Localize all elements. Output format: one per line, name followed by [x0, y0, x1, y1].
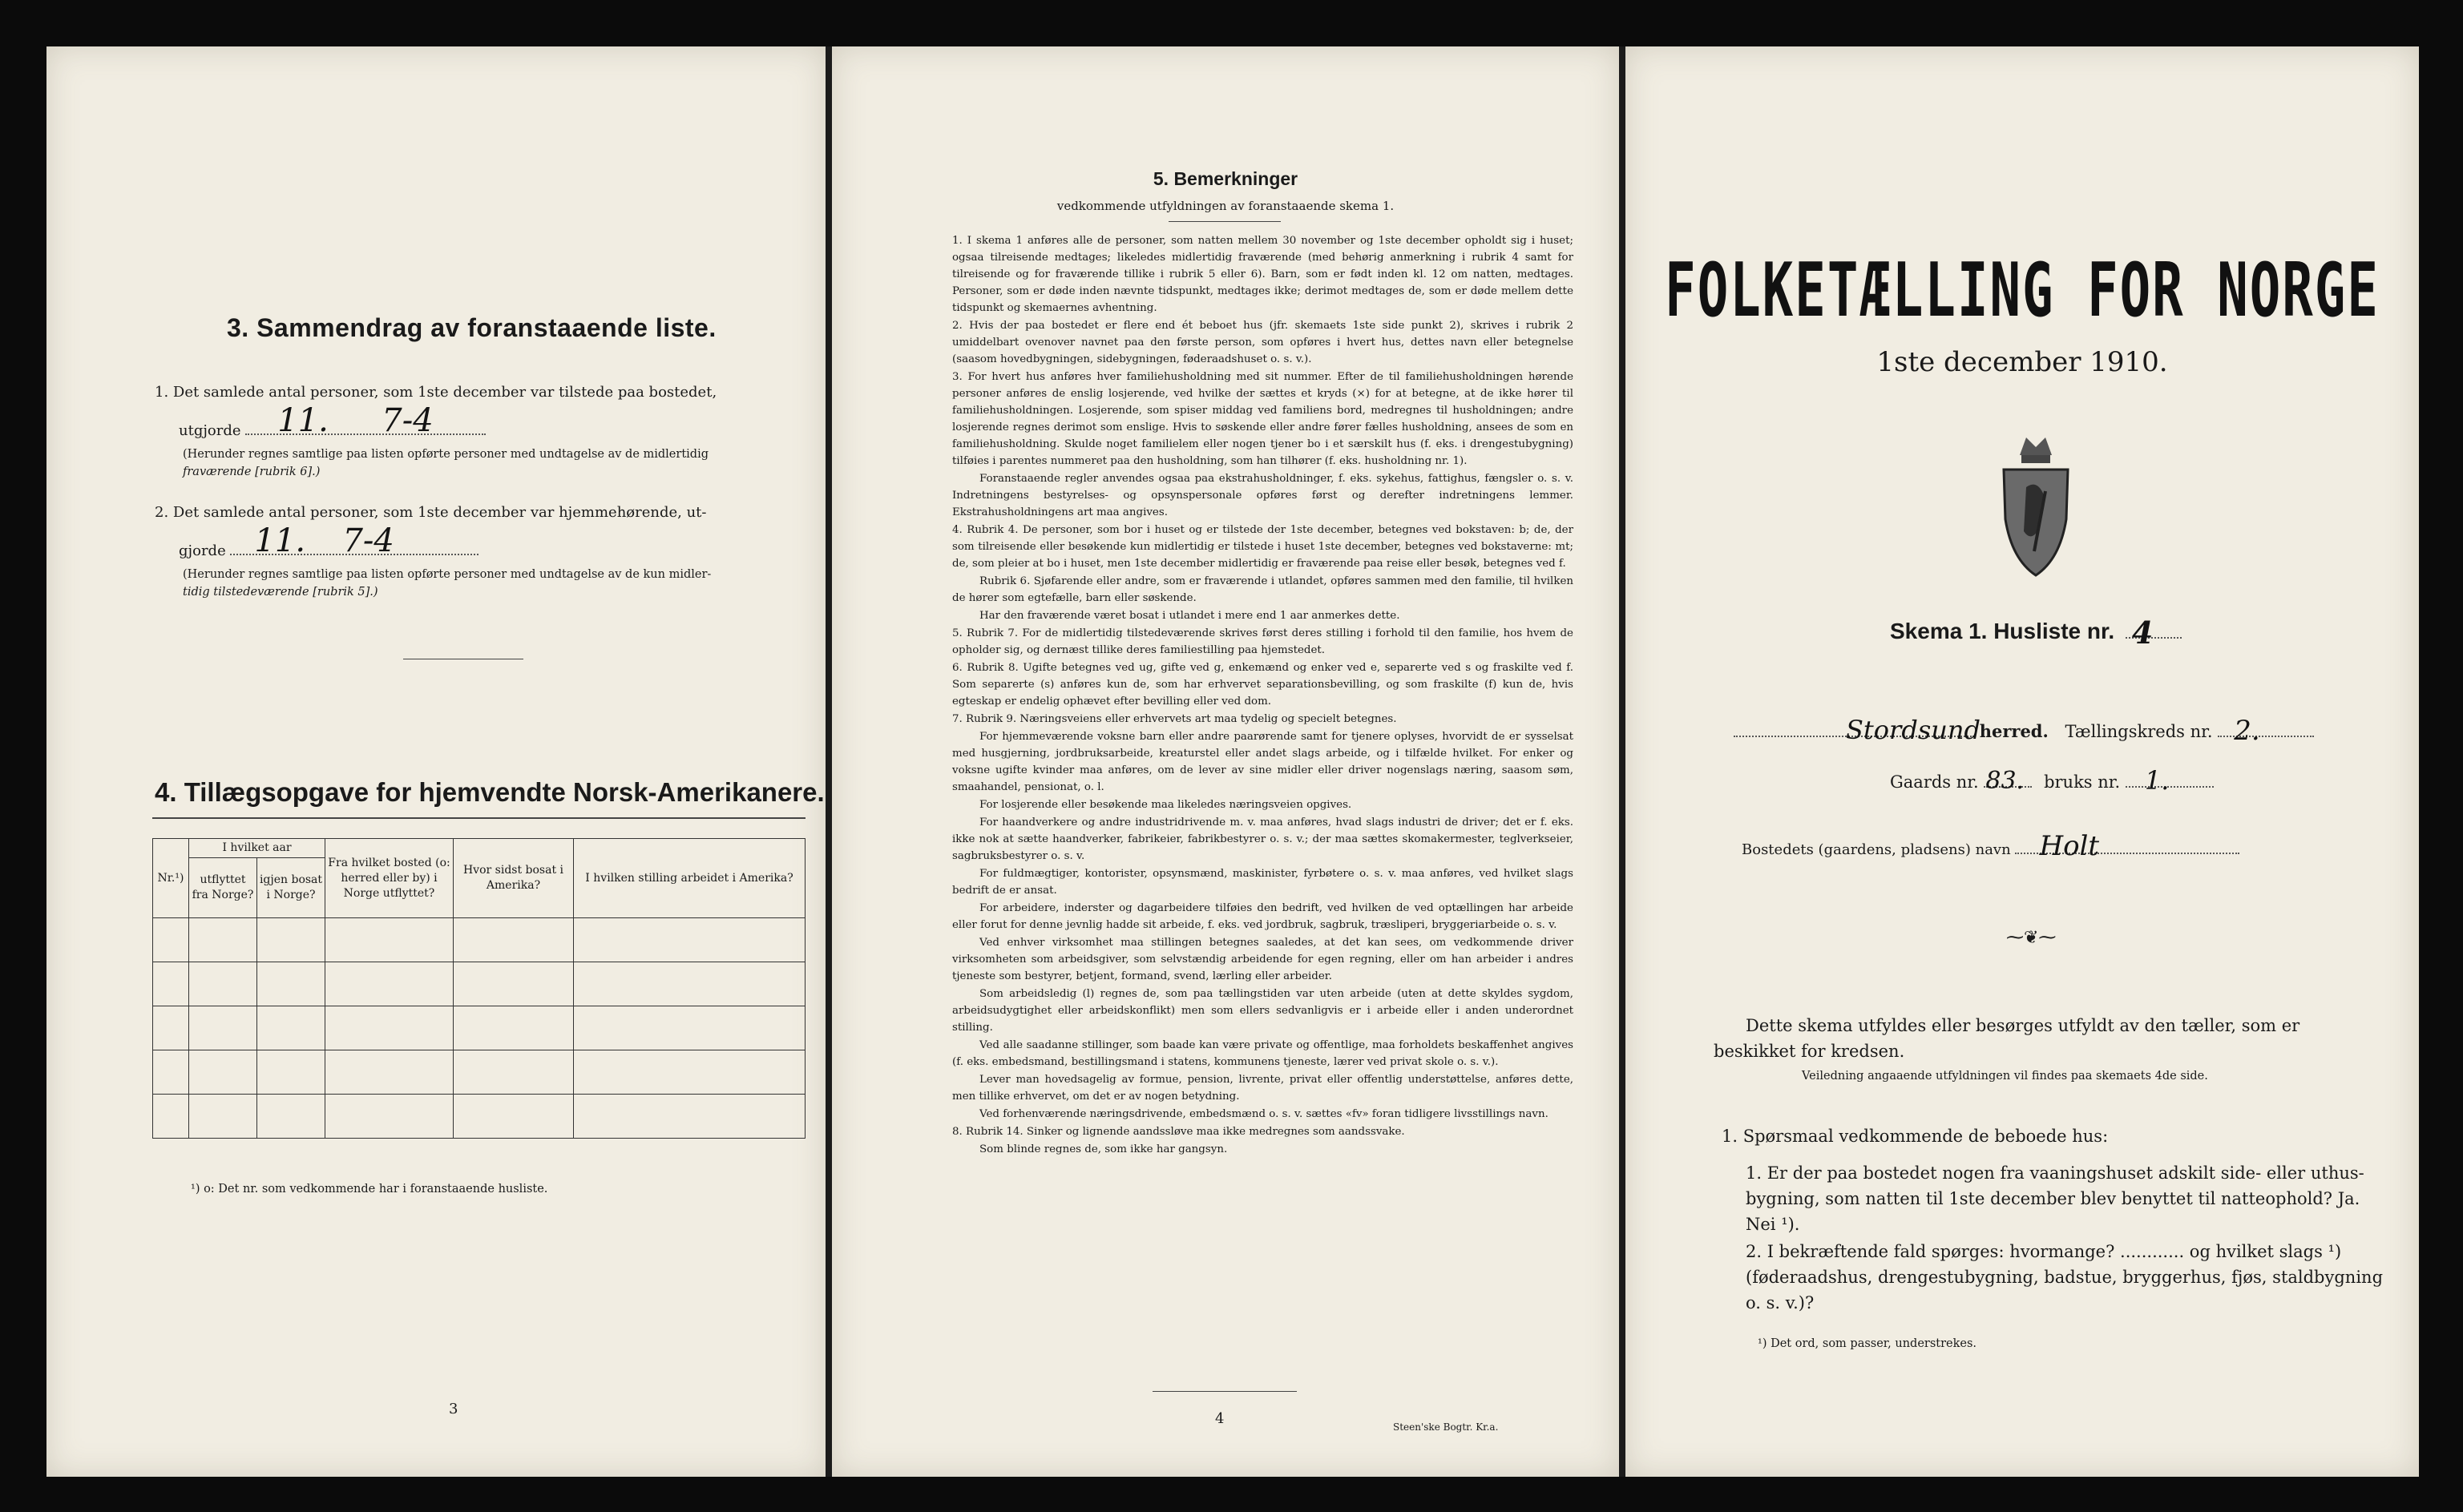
item2-answer — [230, 522, 478, 559]
remark-paragraph: Som arbeidsledig (l) regnes de, som paa tællingstiden var uten arbeide (uten at dette skyldes sygdom, arbeidsudygtighet eller arbeidskonflikt) men som ellers sedvanligvis er i arbeide eller i anden underordnet stilling. — [952, 988, 1573, 1034]
remark-paragraph: For losjerende eller besøkende maa likeledes næringsveien opgives. — [979, 799, 1352, 811]
item2-hw-split: 7-4 — [342, 522, 394, 559]
kreds-label: Tællingskreds nr. — [2065, 722, 2213, 741]
divider — [1169, 221, 1281, 222]
question-2: 2. I bekræftende fald spørges: hvormange? ............ og hvilket slags ¹) (føderaadshus, drengestubygning, badstue, bryggerhus, fjøs, staldbygning o. s. v.)? — [1746, 1242, 2384, 1312]
answer-footnote: ¹) Det ord, som passer, understrekes. — [1758, 1337, 1977, 1350]
census-date: 1ste december 1910. — [1876, 346, 2168, 378]
bruks-label: bruks nr. — [2044, 772, 2121, 792]
skema-line — [1890, 615, 2182, 651]
ornament-icon: ⁓❦⁓ — [2006, 928, 2057, 948]
divider — [1153, 1391, 1297, 1392]
section5-subtitle: vedkommende utfyldningen av foranstaaende skema 1. — [1056, 199, 1395, 213]
item1-hw-split: 7-4 — [382, 402, 434, 439]
main-title: FOLKETÆLLING FOR NORGE — [1665, 248, 2380, 335]
printer-mark: Steen'ske Bogtr. Kr.a. — [1393, 1421, 1499, 1433]
page-number: 4 — [1215, 1410, 1225, 1427]
remark-paragraph: Som blinde regnes de, som ikke har gangsyn. — [979, 1143, 1228, 1155]
remark-paragraph: 1. I skema 1 anføres alle de personer, som natten mellem 30 november og 1ste december opholdt sig i huset; ogsaa tilreisende medtages; likeledes midlertidig fraværende (med behørig anmerkning i rubrik 4 samt for tilreisende og for fraværende tillike i rubrik 5 eller 6). Barn, som er født inden kl. 12 om natten, medtages. Personer, som er døde inden nævnte tidspunkt, medtages ikke; derimot medtages de, som er døde mellem dette tidspunkt og skemaernes avhentning. — [952, 235, 1573, 314]
page-right — [1625, 46, 2419, 1477]
husliste-nr-hw: 4 — [2131, 615, 2154, 651]
section4-title: 4. Tillægsopgave for hjemvendte Norsk-Amerikanere. — [155, 777, 825, 807]
table-row — [153, 1050, 806, 1095]
col-stilling: I hvilken stilling arbeidet i Amerika? — [574, 839, 806, 918]
remark-paragraph: 8. Rubrik 14. Sinker og lignende aandssløve maa ikke medregnes som aandssvake. — [952, 1126, 1405, 1138]
item1-utgjorde — [179, 402, 486, 442]
remark-paragraph: Ved alle saadanne stillinger, som baade kan være private og offentlige, maa forholdets beskaffenhet angives (f. eks. embedsmand, bestillingsmand i statens, kommunens tjeneste, lærer ved privat skole o. s. v.). — [952, 1039, 1573, 1068]
remark-paragraph: 7. Rubrik 9. Næringsveiens eller erhvervets art maa tydelig og specielt betegnes. — [952, 713, 1397, 725]
page-middle — [832, 46, 1619, 1477]
herred-line — [1734, 715, 2314, 747]
page-fold — [826, 46, 832, 1477]
husliste-nr — [2126, 615, 2182, 651]
col-utflyttet: utflyttet fra Norge? — [189, 858, 257, 918]
kreds-field — [2218, 715, 2314, 747]
herred-label: herred. — [1979, 721, 2049, 741]
remark-paragraph: Ved enhver virksomhet maa stillingen betegnes saaledes, at det kan sees, om vedkommende driver virksomheten som arbeidsgiver, som selvstændig arbeidende for egen regning, eller om han arbeider i andres tjeneste som bestyrer, betjent, formand, svend, lærling eller arbeider. — [952, 937, 1573, 982]
table-row — [153, 1095, 806, 1139]
item1-utgjorde-label: utgjorde — [179, 422, 241, 439]
col-group-year: I hvilket aar — [189, 839, 325, 858]
col-igjen: igjen bosat i Norge? — [257, 858, 325, 918]
page-fold — [1619, 46, 1625, 1477]
remark-paragraph: For fuldmægtiger, kontorister, opsynsmænd, maskinister, fyrbøtere o. s. v. maa anføres, ved hvilket slags bedrift de er ansat. — [952, 868, 1573, 897]
table-footnote: ¹) o: Det nr. som vedkommende har i foranstaaende husliste. — [191, 1183, 548, 1195]
page-left — [46, 46, 826, 1477]
norsk-amerikanere-table — [152, 838, 806, 1139]
remark-paragraph: Foranstaaende regler anvendes ogsaa paa ekstrahusholdninger, f. eks. sykehus, fattighus, fængsler o. s. v. Indretningens bestyrelses- og opsynspersonale opføres først og derefter indretningens lemmer. Ekstrahusholdningens art maa angives. — [952, 473, 1573, 518]
questions-heading: 1. Spørsmaal vedkommende de beboede hus: — [1722, 1127, 2109, 1146]
gaards-label: Gaards nr. — [1890, 772, 1979, 792]
item1-text: 1. Det samlede antal personer, som 1ste december var tilstede paa bostedet, — [155, 384, 717, 401]
item1-note2: fraværende [rubrik 6].) — [183, 466, 321, 478]
remark-paragraph: Ved forhenværende næringsdrivende, embedsmænd o. s. v. sættes «fv» foran tidligere livsstillings navn. — [979, 1108, 1548, 1120]
bruks-hw: 1. — [2144, 765, 2170, 796]
gaards-field — [1984, 767, 2032, 795]
item2-hw-total: 11. — [254, 522, 306, 559]
bruks-field — [2126, 765, 2214, 796]
question-1: 1. Er der paa bostedet nogen fra vaaningshuset adskilt side- eller uthus-bygning, som natten til 1ste december blev benyttet til natteophold? Ja. Nei ¹). — [1746, 1163, 2364, 1234]
section3-title: 3. Sammendrag av foranstaaende liste. — [227, 313, 717, 342]
gaards-hw: 83. — [1985, 767, 2025, 795]
remark-paragraph: Har den fraværende været bosat i utlandet i mere end 1 aar anmerkes dette. — [979, 610, 1400, 622]
item1-note1: (Herunder regnes samtlige paa listen opførte personer med undtagelse av de midlertidig — [183, 448, 709, 461]
bosted-field — [2015, 830, 2239, 862]
instruction: Dette skema utfyldes eller besørges utfyldt av den tæller, som er beskikket for kredsen. — [1714, 1016, 2300, 1061]
herred-hw: Stordsund — [1846, 715, 1980, 745]
gaards-line — [1890, 765, 2214, 796]
skema-label: Skema 1. Husliste nr. — [1890, 619, 2115, 643]
remark-paragraph: For arbeidere, inderster og dagarbeidere tilføies den bedrift, ved hvilken de ved optællingen har arbeide eller forut for denne jevnlig hadde sit arbeide, f. eks. ved jordbruk, sagbruk, træsliperi, bryggeriarbeide o. s. v. — [952, 902, 1573, 931]
table-row — [153, 1006, 806, 1050]
col-nr: Nr.¹) — [153, 839, 189, 918]
item2-gjorde-label: gjorde — [179, 542, 226, 559]
remark-paragraph: Rubrik 6. Sjøfarende eller andre, som er fraværende i utlandet, opføres sammen med den familie, til hvilken de hører som egtefælle, barn eller søskende. — [952, 575, 1573, 604]
coat-of-arms-icon — [1996, 423, 2076, 583]
remark-paragraph: 6. Rubrik 8. Ugifte betegnes ved ug, gifte ved g, enkemænd og enker ved e, separerte ved s og fraskilte ved f. Som separerte (s) anføres kun de, som har erhvervet separationsbevilling, og som fraskilte (f) kun de, hvis egteskap er endelig ophævet efter bevilling eller ved dom. — [952, 662, 1573, 708]
item1-hw-total: 11. — [277, 402, 329, 439]
col-hvor: Hvor sidst bosat i Amerika? — [454, 839, 574, 918]
herred-field — [1734, 715, 1980, 745]
remark-paragraph: For hjemmeværende voksne barn eller andre paarørende samt for tjenere oplyses, hvorvidt de er sysselsat med husgjerning, jordbruksarbeide, kreaturstel eller andet slags arbeide, og i tilfælde hvilket. For enker og voksne ugifte kvinder maa anføres, om de lever av sine midler eller driver nogenslags næring, saasom søm, smaahandel, pensionat, o. l. — [952, 731, 1573, 793]
remark-paragraph: 5. Rubrik 7. For de midlertidig tilstedeværende skrives først deres stilling i forhold til den familie, hos hvem de opholder sig, og dernæst tillike deres familiestilling paa hjemstedet. — [952, 627, 1573, 656]
item2-note2: tidig tilstedeværende [rubrik 5].) — [183, 586, 378, 599]
bosted-label: Bostedets (gaardens, pladsens) navn — [1742, 841, 2011, 858]
table-top-rule — [152, 817, 806, 819]
item2-text: 2. Det samlede antal personer, som 1ste december var hjemmehørende, ut- — [155, 504, 707, 521]
remarks-list — [952, 232, 1573, 1159]
page-number: 3 — [449, 1401, 458, 1417]
col-fra: Fra hvilket bosted (o: herred eller by) i Norge utflyttet? — [325, 839, 454, 918]
item2-gjorde — [179, 522, 478, 562]
bosted-line — [1742, 830, 2239, 862]
remark-paragraph: 4. Rubrik 4. De personer, som bor i huset og er tilstede der 1ste december, betegnes ved bokstaven: b; de, der som tilreisende eller besøkende kun midlertidig er tilstede i huset 1ste december, betegnes ved bokstaverne: mt; de, som pleier at bo i huset, men 1ste december midlertidig er fraværende paa reise eller besøk, betegnes ved f. — [952, 524, 1573, 570]
kreds-hw: 2. — [2234, 715, 2260, 747]
table-row — [153, 962, 806, 1006]
remark-paragraph: 2. Hvis der paa bostedet er flere end ét beboet hus (jfr. skemaets 1ste side punkt 2), skrives i rubrik 2 umiddelbart ovenover navnet paa den første person, som opføres i hvert hus, dettes navn eller betegnelse (saasom hovedbygningen, sidebygningen, føderaadshuset o. s. v.). — [952, 320, 1573, 365]
remark-paragraph: 3. For hvert hus anføres hver familiehusholdning med sit nummer. Efter de til familiehusholdningen hørende personer anføres de enslig losjerende, ved hvilke der sættes et kryds (×) for at betegne, at de ikke hører til familiehusholdningen. Losjerende, som spiser middag ved familiens bord, medregnes til husholdningen; andre losjerende regnes derimot som enslige. Hvis to søskende eller andre fører fælles husholdning, ansees de som en familiehusholdning. Skulde noget familielem eller nogen tjener bo i et særskilt hus (f. eks. i drengestubygning) tilføies i parentes nummeret paa den husholdning, som han tilhører (f. eks. husholdning nr. 1). — [952, 371, 1573, 467]
bosted-hw: Holt — [2039, 830, 2100, 862]
item1-answer — [245, 402, 486, 439]
table-row — [153, 918, 806, 962]
remark-paragraph: Lever man hovedsagelig av formue, pension, livrente, privat eller offentlig understøttelse, anføres dette, men tillike erhvervet, om det er av nogen betydning. — [952, 1074, 1573, 1103]
instruction-note: Veiledning angaaende utfyldningen vil findes paa skemaets 4de side. — [1802, 1070, 2208, 1083]
section5-title: 5. Bemerkninger — [1153, 168, 1298, 189]
item2-note1: (Herunder regnes samtlige paa listen opførte personer med undtagelse av de kun midler- — [183, 568, 712, 581]
remark-paragraph: For haandverkere og andre industridrivende m. v. maa anføres, hvad slags industri de driver; det er f. eks. ikke nok at sætte haandverker, fabrikeier, fabrikbestyrer o. s. v.; der maa sættes skomakermester, teglverkseier, sagbruksbestyrer o. s. v. — [952, 816, 1573, 862]
